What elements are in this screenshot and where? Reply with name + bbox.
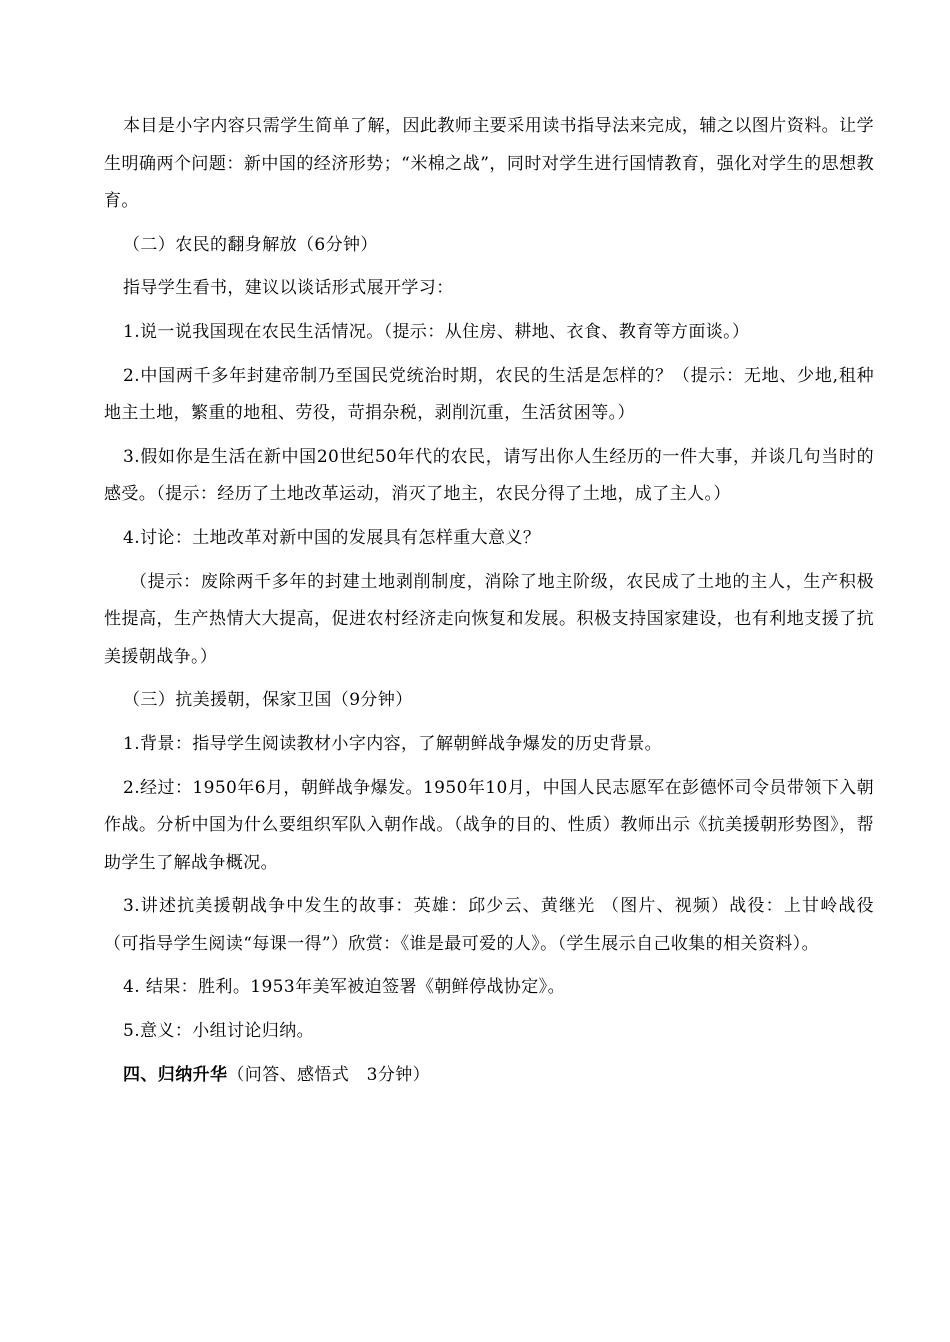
section-heading-korea: （三）抗美援朝，保家卫国（9分钟） bbox=[123, 690, 413, 711]
paragraph-intro: 本目是小字内容只需学生简单了解，因此教师主要采用读书指导法来完成，辅之以图片资料。让学生明确两个问题：新中国的经济形势；“米棉之战”，同时对学生进行国情教育，强化对学生的思想教育。 bbox=[104, 116, 874, 212]
list-item: 4. 结果：胜利。1953年美军被迫签署《朝鲜停战协定》。 bbox=[123, 977, 565, 998]
summary-heading-note: （问答、感悟式 3分钟） bbox=[227, 1064, 431, 1085]
section-heading-peasants: （二）农民的翻身解放（6分钟） bbox=[123, 234, 378, 255]
summary-heading-bold: 四、归纳升华 bbox=[123, 1064, 228, 1085]
list-item: 1.说一说我国现在农民生活情况。（提示：从住房、耕地、衣食、教育等方面谈。） bbox=[123, 321, 750, 342]
document-body bbox=[104, 108, 874, 1100]
paragraph-hint: （提示：废除两千多年的封建土地剥削制度，消除了地主阶级，农民成了土地的主人，生产积极性提高，生产热情大大提高，促进农村经济走向恢复和发展。积极支持国家建设，也有利地支援了抗美援朝战争。） bbox=[104, 571, 874, 667]
list-item: 3.假如你是生活在新中国20世纪50年代的农民，请写出你人生经历的一件大事，并谈几句当时的感受。（提示：经历了土地改革运动，消灭了地主，农民分得了土地，成了主人。） bbox=[104, 446, 874, 505]
section-heading-summary bbox=[104, 1057, 874, 1095]
list-item: 3.讲述抗美援朝战争中发生的故事：英雄：邱少云、黄继光 （图片、视频）战役：上甘岭战役（可指导学生阅读“每课一得”）欣赏：《谁是最可爱的人》。（学生展示自己收集的相关资料）。 bbox=[104, 896, 874, 954]
list-item: 2.中国两千多年封建帝制乃至国民党统治时期，农民的生活是怎样的？（提示：无地、少地,租种地主土地，繁重的地租、劳役，苛捐杂税，剥削沉重，生活贫困等。） bbox=[104, 365, 874, 424]
paragraph-guide: 指导学生看书，建议以谈话形式展开学习： bbox=[123, 278, 454, 299]
list-item: 4.讨论：土地改革对新中国的发展具有怎样重大意义？ bbox=[123, 527, 541, 548]
list-item: 1.背景：指导学生阅读教材小字内容，了解朝鲜战争爆发的历史背景。 bbox=[123, 733, 663, 754]
list-item: 2.经过：1950年6月，朝鲜战争爆发。1950年10月，中国人民志愿军在彭德怀司令员带领下入朝作战。分析中国为什么要组织军队入朝作战。（战争的目的、性质）教师出示《抗美援朝形势图》，帮助学生了解战争概况。 bbox=[104, 777, 874, 873]
list-item: 5.意义：小组讨论归纳。 bbox=[123, 1021, 315, 1042]
